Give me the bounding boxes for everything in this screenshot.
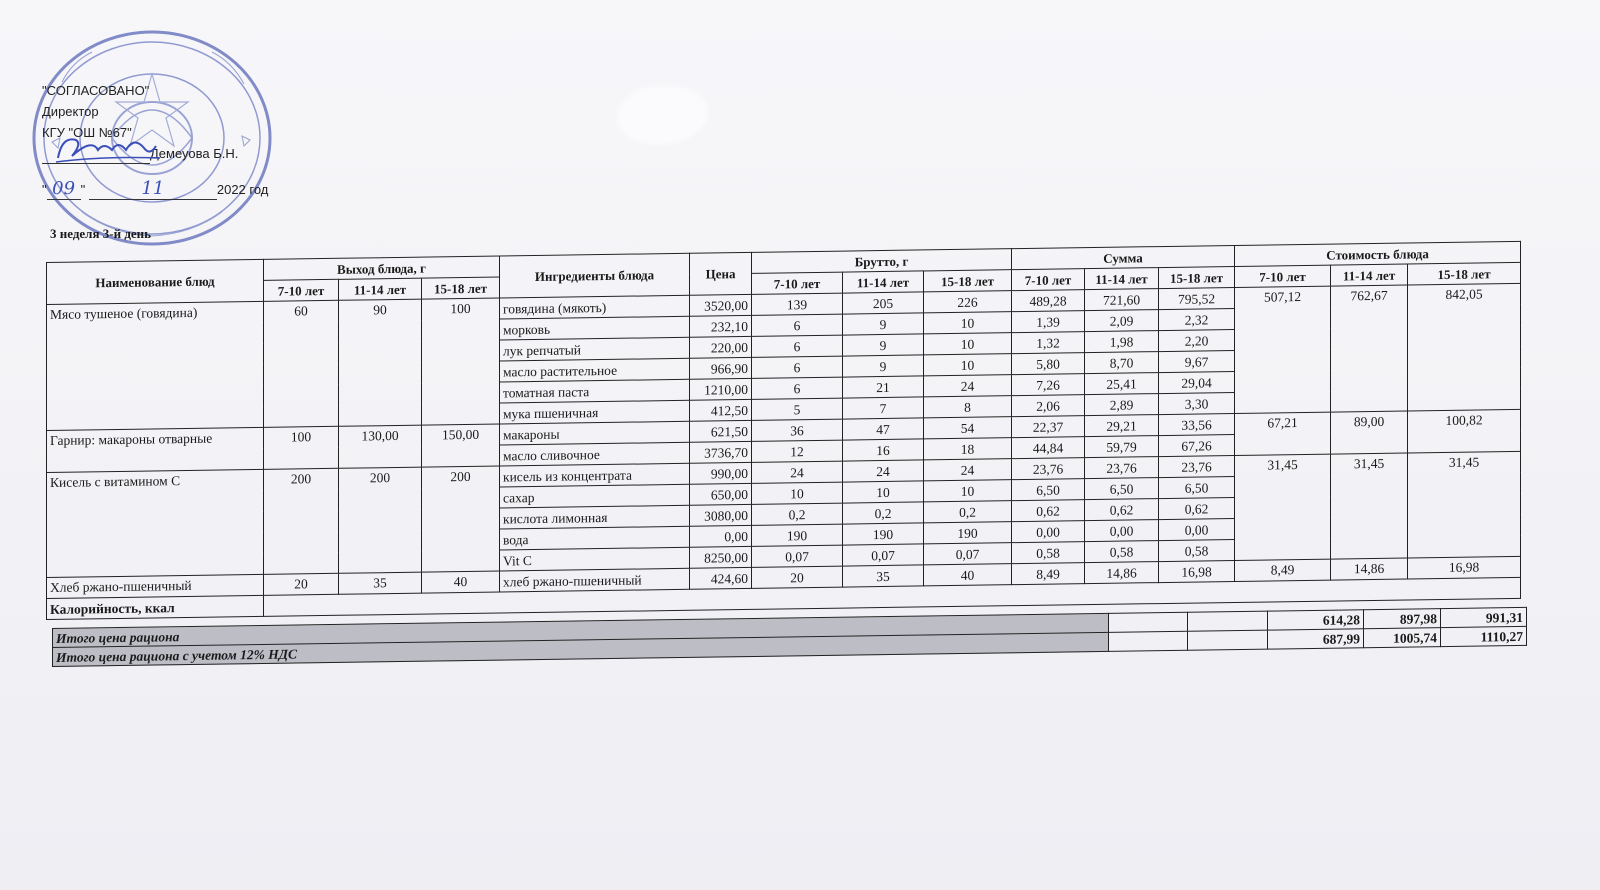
totals-ration-vat-value: 1005,74 (1364, 628, 1441, 648)
gross-value: 226 (924, 291, 1012, 313)
sum-value: 1,98 (1085, 331, 1159, 353)
gross-value: 10 (924, 480, 1012, 502)
header-age: 11-14 лет (843, 271, 924, 293)
dish-output: 60 (264, 300, 339, 427)
header-age: 15-18 лет (1159, 266, 1235, 288)
dish-output: 200 (422, 466, 500, 572)
sum-value: 23,76 (1085, 457, 1159, 479)
dish-output: 130,00 (339, 425, 422, 468)
gross-value: 0,07 (752, 545, 843, 567)
ingredient-price: 424,60 (690, 567, 752, 589)
ingredient-name: говядина (мякоть) (500, 295, 690, 319)
gross-value: 6 (752, 314, 843, 336)
week-day-title: 3 неделя 3-й день (50, 226, 152, 241)
ingredient-name: морковь (500, 316, 690, 340)
sum-value: 0,62 (1159, 497, 1235, 519)
sum-value: 6,50 (1012, 479, 1085, 501)
ingredient-name: кисель из концентрата (500, 463, 690, 487)
dish-cost: 8,49 (1235, 559, 1331, 581)
ingredient-name: кислота лимонная (500, 505, 690, 529)
sum-value: 0,62 (1012, 500, 1085, 522)
sum-value: 67,26 (1159, 434, 1235, 456)
sum-value: 6,50 (1159, 476, 1235, 498)
gross-value: 24 (924, 459, 1012, 481)
sum-value: 0,58 (1012, 542, 1085, 564)
dish-output: 100 (422, 298, 500, 425)
ingredient-name: Vit C (500, 547, 690, 571)
gross-value: 18 (924, 438, 1012, 460)
gross-value: 10 (752, 482, 843, 504)
sum-value: 795,52 (1159, 287, 1235, 309)
sum-value: 59,79 (1085, 436, 1159, 458)
dish-name: Кисель с витамином С (47, 469, 264, 577)
approval-date-month: 11 (89, 178, 217, 200)
handwritten-signature-icon (52, 128, 162, 168)
ingredient-price: 3520,00 (690, 294, 752, 316)
ingredient-price: 990,00 (690, 462, 752, 484)
sum-value: 2,09 (1085, 310, 1159, 332)
dish-cost: 67,21 (1235, 412, 1331, 455)
sum-value: 6,50 (1085, 478, 1159, 500)
sum-value: 0,00 (1012, 521, 1085, 543)
ingredient-price: 220,00 (690, 336, 752, 358)
sum-value: 721,60 (1085, 289, 1159, 311)
totals-ration-value: 614,28 (1268, 610, 1364, 630)
gross-value: 9 (843, 355, 924, 377)
header-age: 15-18 лет (1408, 262, 1521, 285)
dish-output: 40 (422, 571, 500, 593)
dish-output: 90 (339, 299, 422, 426)
approval-org: КГУ "ОШ №67" (42, 125, 132, 140)
gross-value: 190 (752, 524, 843, 546)
gross-value: 24 (843, 460, 924, 482)
sum-value: 3,30 (1159, 392, 1235, 414)
ingredient-name: макароны (500, 421, 690, 445)
gross-value: 190 (924, 522, 1012, 544)
dish-cost: 31,45 (1331, 453, 1408, 559)
gross-value: 12 (752, 440, 843, 462)
gross-value: 0,07 (924, 543, 1012, 565)
dish-cost: 100,82 (1408, 409, 1521, 453)
dish-cost: 89,00 (1331, 411, 1408, 454)
gross-value: 10 (843, 481, 924, 503)
sum-value: 5,80 (1012, 353, 1085, 375)
gross-value: 6 (752, 377, 843, 399)
header-output: Выход блюда, г (264, 256, 500, 280)
header-age: 7-10 лет (264, 279, 339, 301)
gross-value: 139 (752, 293, 843, 315)
sum-value: 1,32 (1012, 332, 1085, 354)
ingredient-price: 232,10 (690, 315, 752, 337)
sum-value: 29,21 (1085, 415, 1159, 437)
gross-value: 16 (843, 439, 924, 461)
sum-value: 0,62 (1085, 499, 1159, 521)
gross-value: 0,2 (843, 502, 924, 524)
sum-value: 2,20 (1159, 329, 1235, 351)
menu-table-wrap (46, 241, 1521, 620)
dish-output: 200 (264, 468, 339, 574)
header-dish: Наименование блюд (47, 259, 264, 304)
gross-value: 9 (843, 313, 924, 335)
gross-value: 24 (752, 461, 843, 483)
gross-value: 6 (752, 356, 843, 378)
gross-value: 20 (752, 566, 843, 588)
approval-position: Директор (42, 104, 99, 119)
dish-name: Мясо тушеное (говядина) (47, 301, 264, 430)
ingredient-price: 621,50 (690, 420, 752, 442)
totals-empty-cell (1188, 630, 1268, 650)
ingredient-price: 0,00 (690, 525, 752, 547)
dish-output: 150,00 (422, 424, 500, 467)
header-age: 11-14 лет (1331, 264, 1408, 286)
sum-value: 8,49 (1012, 563, 1085, 585)
sum-value: 29,04 (1159, 371, 1235, 393)
ingredient-price: 3736,70 (690, 441, 752, 463)
sum-value: 23,76 (1159, 455, 1235, 477)
dish-name: Гарнир: макароны отварные (47, 427, 264, 472)
gross-value: 8 (924, 396, 1012, 418)
gross-value: 10 (924, 333, 1012, 355)
gross-value: 40 (924, 564, 1012, 586)
ingredient-price: 1210,00 (690, 378, 752, 400)
totals-ration-value: 897,98 (1364, 609, 1441, 629)
dish-output: 20 (264, 573, 339, 595)
dish-cost: 762,67 (1331, 285, 1408, 412)
approval-block: "СОГЛАСОВАНО" Директор КГУ "ОШ №67" Демеуова Б.Н. " 09 " 11 2022 год (42, 80, 268, 200)
ingredient-name: мука пшеничная (500, 400, 690, 424)
dish-output: 35 (339, 572, 422, 594)
sum-value: 22,37 (1012, 416, 1085, 438)
ingredient-price: 8250,00 (690, 546, 752, 568)
header-ingredients: Ингредиенты блюда (500, 253, 690, 298)
ingredient-name: лук репчатый (500, 337, 690, 361)
sum-value: 14,86 (1085, 562, 1159, 584)
sum-value: 0,58 (1159, 539, 1235, 561)
gross-value: 7 (843, 397, 924, 419)
approval-date-day: 09 (47, 178, 81, 200)
ingredient-name: масло растительное (500, 358, 690, 382)
totals-empty-cell (1109, 631, 1188, 651)
ingredient-name: сахар (500, 484, 690, 508)
calories-label: Калорийность, ккал (47, 595, 264, 619)
menu-table (46, 241, 1521, 620)
totals-ration-vat-value: 1110,27 (1441, 626, 1527, 646)
sum-value: 2,06 (1012, 395, 1085, 417)
ingredient-name: масло сливочное (500, 442, 690, 466)
gross-value: 10 (924, 354, 1012, 376)
header-age: 11-14 лет (339, 278, 422, 300)
sum-value: 8,70 (1085, 352, 1159, 374)
sum-value: 16,98 (1159, 560, 1235, 582)
dish-cost: 842,05 (1408, 283, 1521, 411)
dish-cost: 14,86 (1331, 558, 1408, 580)
dish-output: 100 (264, 426, 339, 469)
totals-ration-value: 991,31 (1441, 607, 1527, 627)
sum-value: 9,67 (1159, 350, 1235, 372)
gross-value: 21 (843, 376, 924, 398)
totals-ration-vat-value: 687,99 (1268, 629, 1364, 649)
dish-cost: 31,45 (1235, 454, 1331, 560)
gross-value: 5 (752, 398, 843, 420)
header-age: 7-10 лет (1235, 265, 1331, 287)
header-age: 11-14 лет (1085, 268, 1159, 290)
sum-value: 0,00 (1085, 520, 1159, 542)
sum-value: 44,84 (1012, 437, 1085, 459)
approval-name: Демеуова Б.Н. (150, 146, 239, 161)
header-price: Цена (690, 252, 752, 295)
ingredient-price: 966,90 (690, 357, 752, 379)
header-age: 7-10 лет (1012, 269, 1085, 291)
gross-value: 24 (924, 375, 1012, 397)
gross-value: 36 (752, 419, 843, 441)
ingredient-name: хлеб ржано-пшеничный (500, 568, 690, 592)
sum-value: 2,89 (1085, 394, 1159, 416)
approval-year: 2022 год (216, 182, 269, 197)
sum-value: 23,76 (1012, 458, 1085, 480)
sum-value: 25,41 (1085, 373, 1159, 395)
gross-value: 0,2 (924, 501, 1012, 523)
dish-cost: 16,98 (1408, 556, 1521, 579)
gross-value: 0,07 (843, 544, 924, 566)
totals-empty-cell (1109, 612, 1188, 632)
totals-ration-label: Итого цена рациона (53, 613, 1109, 647)
header-gross: Брутто, г (752, 249, 1012, 274)
gross-value: 205 (843, 292, 924, 314)
header-age: 7-10 лет (752, 272, 843, 294)
gross-value: 0,2 (752, 503, 843, 525)
gross-value: 9 (843, 334, 924, 356)
dish-cost: 507,12 (1235, 286, 1331, 413)
gross-value: 10 (924, 312, 1012, 334)
header-age: 15-18 лет (924, 270, 1012, 292)
sum-value: 0,58 (1085, 541, 1159, 563)
gross-value: 47 (843, 418, 924, 440)
totals-empty-cell (1188, 611, 1268, 631)
sum-value: 489,28 (1012, 290, 1085, 312)
sum-value: 2,32 (1159, 308, 1235, 330)
header-sum: Сумма (1012, 245, 1235, 269)
ingredient-price: 3080,00 (690, 504, 752, 526)
menu-table-body (47, 283, 1521, 619)
ingredient-name: томатная паста (500, 379, 690, 403)
gross-value: 6 (752, 335, 843, 357)
dish-name: Хлеб ржано-пшеничный (47, 574, 264, 598)
sum-value: 1,39 (1012, 311, 1085, 333)
ingredient-price: 412,50 (690, 399, 752, 421)
ingredient-name: вода (500, 526, 690, 550)
ingredient-price: 650,00 (690, 483, 752, 505)
gross-value: 35 (843, 565, 924, 587)
approval-agreed: "СОГЛАСОВАНО" (42, 83, 150, 98)
header-cost: Стоимость блюда (1235, 241, 1521, 266)
dish-output: 200 (339, 467, 422, 573)
totals-ration-vat-label: Итого цена рациона с учетом 12% НДС (53, 632, 1109, 666)
gross-value: 190 (843, 523, 924, 545)
gross-value: 54 (924, 417, 1012, 439)
dish-cost: 31,45 (1408, 451, 1521, 558)
sum-value: 7,26 (1012, 374, 1085, 396)
sum-value: 0,00 (1159, 518, 1235, 540)
sum-value: 33,56 (1159, 413, 1235, 435)
header-age: 15-18 лет (422, 277, 500, 299)
